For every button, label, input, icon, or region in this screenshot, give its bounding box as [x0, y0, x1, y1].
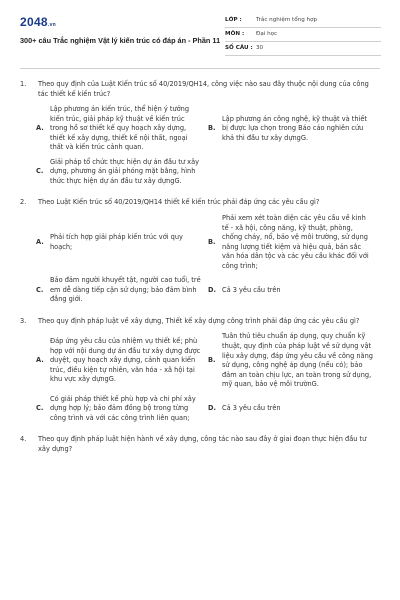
question-2	[20, 198, 380, 304]
option-letter: A.	[36, 356, 44, 365]
option-letter: B.	[208, 356, 216, 365]
option-d[interactable]	[208, 286, 380, 296]
option-a[interactable]	[36, 337, 208, 385]
question-number: 3.	[20, 316, 27, 325]
option-text: Giải pháp tổ chức thực hiện dự án đầu tư xây dựng, phương án giải phóng mặt bằng, hình thức thực hiện dự án đầu tư xây dựngG.	[50, 157, 200, 185]
option-letter: B.	[208, 237, 216, 246]
option-text: Đáp ứng yêu cầu của nhiệm vụ thiết kế; phù hợp với nội dung dự án đầu tư xây dựng được duyệt, quy hoạch xây dựng, cảnh quan kiến trúc, điều kiện tự nhiên, văn hóa - xã hội tại khu vực xây dựngG.	[50, 337, 201, 384]
meta-key: SỐ CÂU :	[225, 45, 253, 52]
option-text: Phải tích hợp giải pháp kiến trúc với quy hoạch;	[50, 233, 183, 251]
meta-value: 30	[256, 45, 264, 52]
meta-key: MÔN :	[225, 31, 245, 38]
option-letter: C.	[36, 404, 44, 413]
logo-main: 2048	[20, 15, 48, 29]
option-letter: D.	[208, 404, 216, 413]
meta-row-count	[225, 42, 381, 56]
meta-value: Trắc nghiệm tổng hợp	[256, 17, 318, 24]
question-3	[20, 317, 380, 423]
option-c[interactable]	[36, 276, 208, 305]
option-letter: A.	[36, 124, 44, 133]
meta-info	[225, 14, 381, 56]
question-number: 4.	[20, 435, 27, 444]
meta-row-class	[225, 14, 381, 28]
option-text: Lập phương án kiến trúc, thể hiện ý tưởng kiến trúc, giải pháp kỹ thuật về kiến trúc trong hồ sơ thiết kế quy hoạch xây dựng, thiết kế xây dựng, thiết kế nội thất, ngoại thất và kiến trúc cảnh quan.	[50, 105, 190, 152]
option-letter: B.	[208, 124, 216, 133]
meta-row-subject	[225, 28, 381, 42]
option-text: Cả 3 yêu cầu trên	[222, 404, 281, 413]
option-text: Bảo đảm người khuyết tật, người cao tuổi, trẻ em dễ dàng tiếp cận sử dụng; bảo đảm bình đẳng giới.	[50, 276, 201, 304]
option-a[interactable]	[36, 105, 208, 153]
meta-key: LỚP :	[225, 17, 242, 24]
question-stem: Theo Luật Kiến trúc số 40/2019/QH14 thiết kế kiến trúc phải đáp ứng các yêu cầu gì?	[38, 198, 320, 207]
question-number: 2.	[20, 198, 27, 207]
option-c[interactable]	[36, 158, 211, 187]
meta-value: Đại học	[256, 31, 278, 38]
option-b[interactable]	[208, 332, 380, 389]
option-text: Tuân thủ tiêu chuẩn áp dụng, quy chuẩn kỹ thuật, quy định của pháp luật về sử dụng vật liệu xây dựng, đáp ứng yêu cầu về công năng sử dụng, công nghệ áp dụng (nếu có); bảo đảm an toàn chịu lực, an toàn trong sử dụng, mỹ quan, bảo vệ môi trườnG.	[222, 332, 373, 389]
option-b[interactable]	[208, 214, 380, 271]
option-text: Có giải pháp thiết kế phù hợp và chi phí xây dựng hợp lý; bảo đảm đồng bộ trong từng công trình và với các công trình liên quan;	[50, 394, 196, 422]
question-1	[20, 80, 380, 186]
option-text: Cả 3 yêu cầu trên	[222, 285, 281, 294]
option-c[interactable]	[36, 395, 208, 424]
option-a[interactable]	[36, 233, 208, 252]
option-letter: A.	[36, 237, 44, 246]
option-letter: C.	[36, 285, 44, 294]
option-letter: C.	[36, 167, 44, 176]
option-text: Lập phương án công nghệ, kỹ thuật và thiết bị được lựa chọn trong Báo cáo nghiên cứu khả thi đầu tư xây dựngG.	[222, 114, 368, 142]
header-divider	[20, 68, 380, 69]
question-stem: Theo quy định pháp luật về xây dựng, Thiết kế xây dựng công trình phải đáp ứng các yêu cầu gì?	[38, 316, 360, 325]
option-text: Phải xem xét toàn diện các yêu cầu về kinh tế - xã hội, công năng, kỹ thuật, phòng, chống cháy, nổ, bảo vệ môi trường, sử dụng năng lượng tiết kiệm và hiệu quả, bản sắc văn hóa dân tộc và các yêu cầu khác đối với công trình;	[222, 214, 369, 270]
question-number: 1.	[20, 80, 27, 88]
document-header	[0, 0, 400, 62]
option-b[interactable]	[208, 115, 380, 144]
logo-tld: .vn	[47, 22, 57, 28]
question-4	[20, 435, 380, 454]
question-stem: Theo quy định pháp luật hiện hành về xây dựng, công tác nào sau đây ở giai đoạn thực hiện đầu tư xây dựng?	[38, 435, 367, 453]
option-d[interactable]	[208, 404, 380, 414]
option-letter: D.	[208, 285, 216, 294]
question-stem: Theo quy định của Luật Kiến trúc số 40/2019/QH14, công việc nào sau đây thuộc nội dung của công tác thiết kế kiến trúc?	[38, 80, 369, 98]
page-title: 300+ câu Trắc nghiệm Vật lý kiến trúc có đáp án - Phần 11	[20, 36, 221, 46]
question-list	[0, 80, 400, 467]
